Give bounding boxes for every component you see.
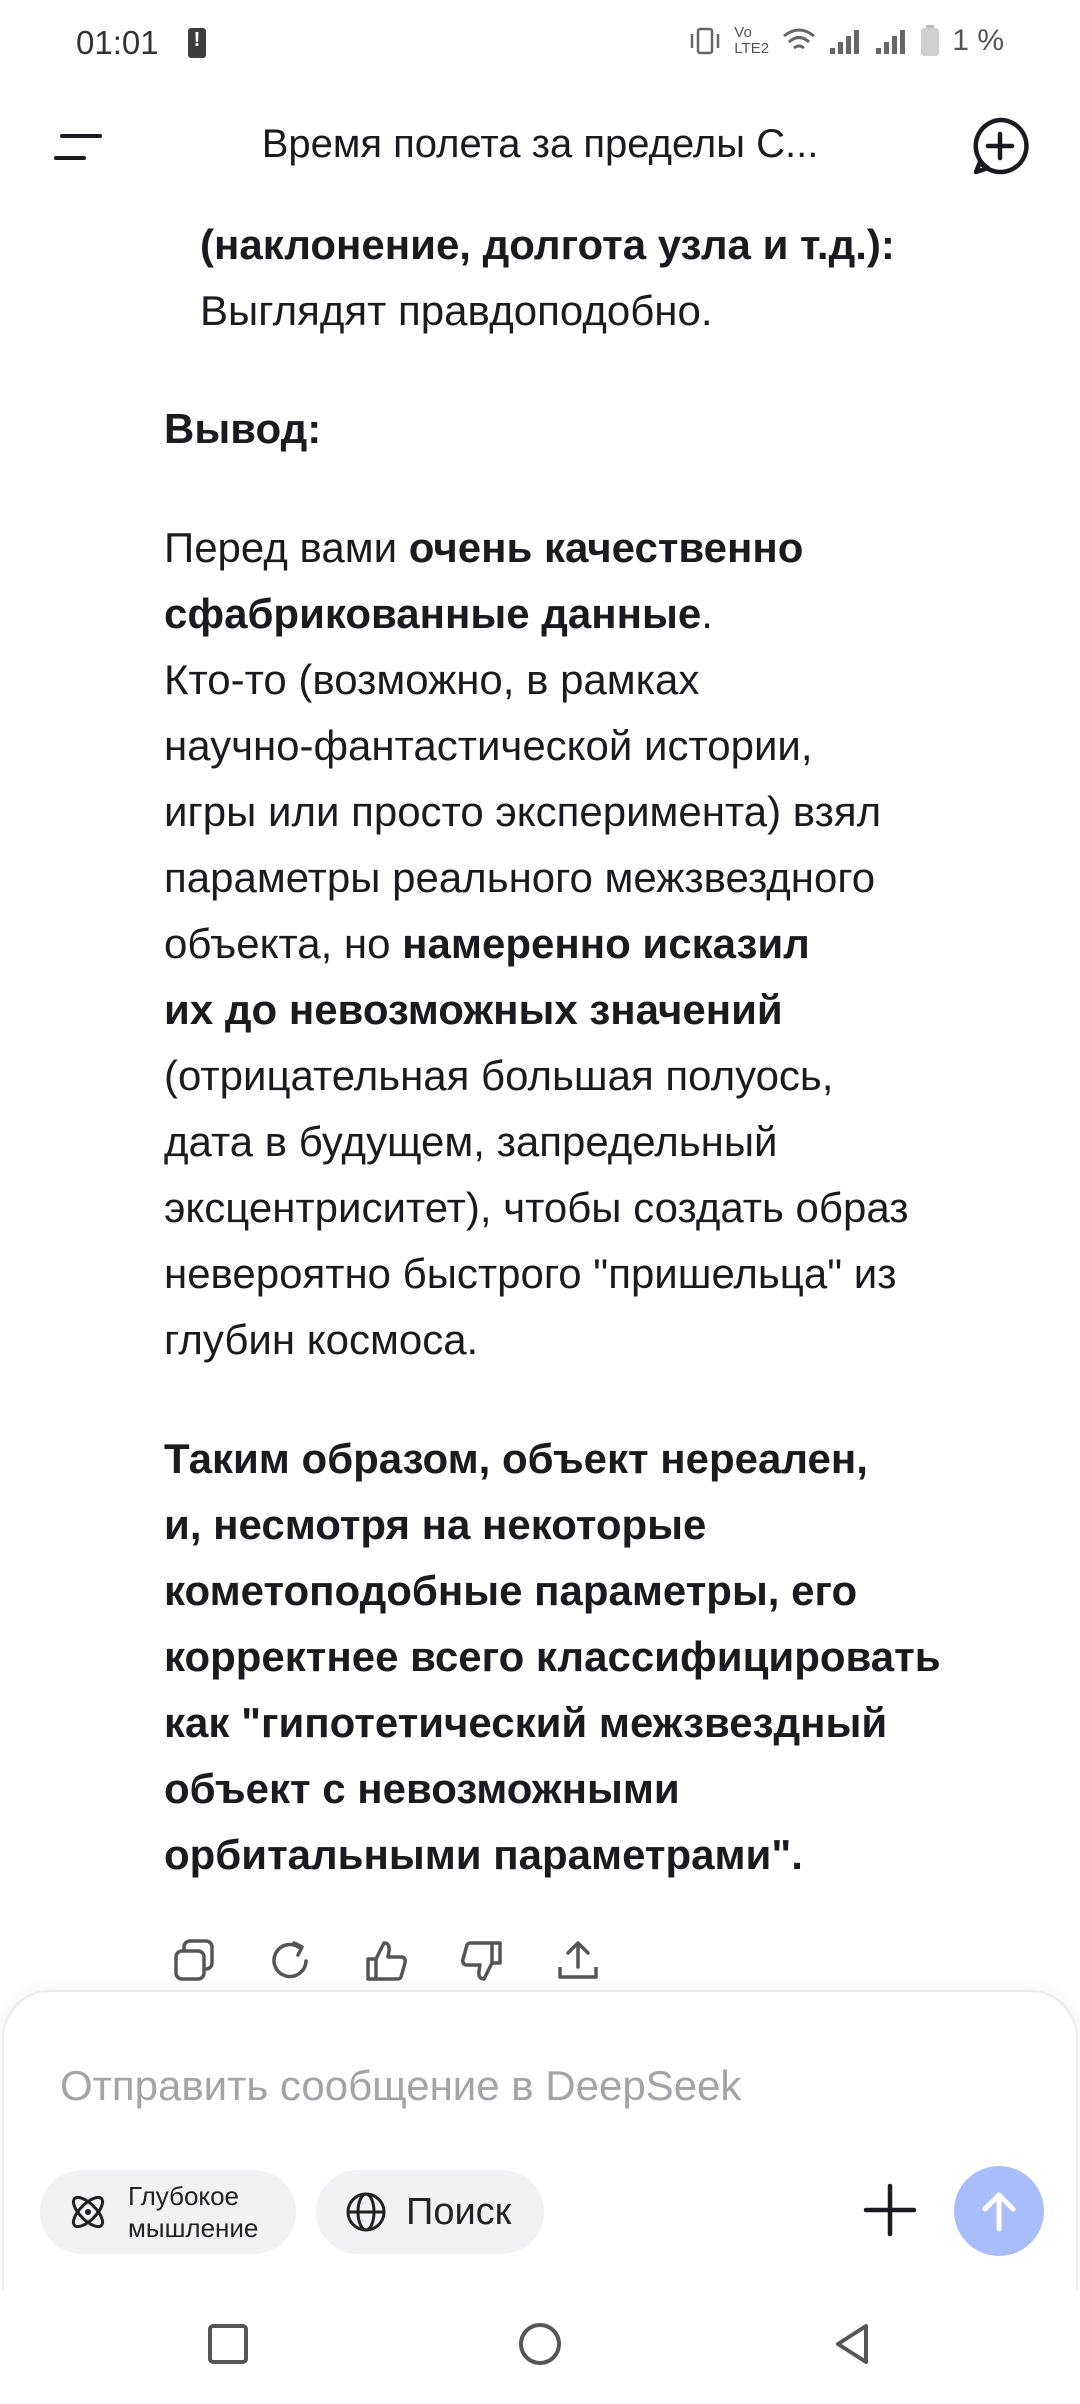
system-nav-bar (0, 2290, 1080, 2404)
back-button[interactable] (822, 2314, 882, 2374)
share-icon (554, 1937, 602, 1985)
notification-alert-icon (188, 28, 206, 58)
message-line: параметры реального межзвездного (164, 854, 876, 901)
status-bar (0, 0, 1080, 90)
send-button[interactable] (954, 2166, 1044, 2256)
home-button[interactable] (510, 2314, 570, 2374)
network-label: Vo LTE2 (734, 24, 770, 57)
regenerate-icon (266, 1937, 314, 1985)
message-line: невероятно быстрого "пришельца" из (164, 1250, 897, 1297)
text-span: Перед вами (164, 524, 409, 571)
message-line: корректнее всего классифицировать (164, 1633, 941, 1680)
message-line: орбитальными параметрами". (164, 1831, 803, 1878)
message-line: игры или просто эксперимента) взял (164, 788, 882, 835)
message-line (164, 581, 713, 647)
deep-think-icon (66, 2190, 110, 2234)
message-line: (отрицательная большая полуось, (164, 1052, 834, 1099)
status-time: 01:01 (76, 24, 159, 61)
attach-button[interactable] (860, 2180, 920, 2240)
message-line: глубин космоса. (164, 1316, 479, 1363)
like-button[interactable] (362, 1937, 410, 1985)
deep-think-toggle[interactable] (40, 2170, 296, 2254)
text-span: . (701, 590, 713, 637)
menu-button[interactable] (50, 126, 106, 170)
conclusion-heading: Вывод: (164, 405, 322, 452)
new-chat-button[interactable] (968, 114, 1032, 178)
copy-icon (170, 1937, 218, 1985)
vibrate-icon (688, 26, 722, 56)
signal-icon-2 (874, 26, 908, 56)
arrow-up-icon (975, 2187, 1023, 2235)
message-line (164, 515, 803, 581)
bold-span: намеренно исказил (402, 920, 810, 967)
message-line: объект с невозможными (164, 1765, 680, 1812)
search-label: Поиск (406, 2190, 512, 2233)
message-line: и, несмотря на некоторые (164, 1501, 707, 1548)
message-line: эксцентриситет), чтобы создать образ (164, 1184, 909, 1231)
deep-think-label: Глубокое мышление (128, 2181, 259, 2243)
recents-button[interactable] (198, 2314, 258, 2374)
recents-icon (198, 2314, 258, 2374)
thumbs-down-icon (458, 1937, 506, 1985)
wifi-icon (782, 26, 816, 56)
message-input[interactable]: Отправить сообщение в DeepSeek (60, 2062, 742, 2109)
message-line: Выглядят правдоподобно. (200, 287, 713, 334)
status-icons (688, 24, 1004, 58)
message-line: (наклонение, долгота узла и т.д.): (200, 221, 895, 268)
bold-span: сфабрикованные данные (164, 590, 702, 637)
message-line: как "гипотетический межзвездный (164, 1699, 888, 1746)
signal-icon-1 (828, 26, 862, 56)
dislike-button[interactable] (458, 1937, 506, 1985)
battery-percent: 1 % (952, 24, 1004, 57)
message-line (164, 911, 810, 977)
copy-button[interactable] (170, 1937, 218, 1985)
message-line: дата в будущем, запредельный (164, 1118, 778, 1165)
back-icon (822, 2314, 882, 2374)
menu-icon (60, 134, 102, 138)
chat-title: Время полета за пределы С... (261, 122, 819, 166)
assistant-message (0, 190, 1080, 1990)
menu-icon-line (54, 156, 86, 160)
globe-icon (344, 2190, 388, 2234)
message-line: их до невозможных значений (164, 986, 783, 1033)
thumbs-up-icon (362, 1937, 410, 1985)
message-actions (170, 1937, 602, 1985)
message-line: кометоподобные параметры, его (164, 1567, 858, 1614)
battery-icon (920, 25, 940, 57)
message-line: научно-фантастической истории, (164, 722, 813, 769)
message-composer (2, 1990, 1078, 2290)
plus-icon (860, 2180, 920, 2240)
chat-header (0, 100, 1080, 196)
text-span: объекта, но (164, 920, 403, 967)
message-line: Кто-то (возможно, в рамках (164, 656, 700, 703)
new-chat-icon (968, 114, 1032, 178)
bold-span: очень качественно (408, 524, 804, 571)
regenerate-button[interactable] (266, 1937, 314, 1985)
search-toggle[interactable] (316, 2170, 544, 2254)
share-button[interactable] (554, 1937, 602, 1985)
message-line: Таким образом, объект нереален, (164, 1435, 868, 1482)
home-icon (510, 2314, 570, 2374)
